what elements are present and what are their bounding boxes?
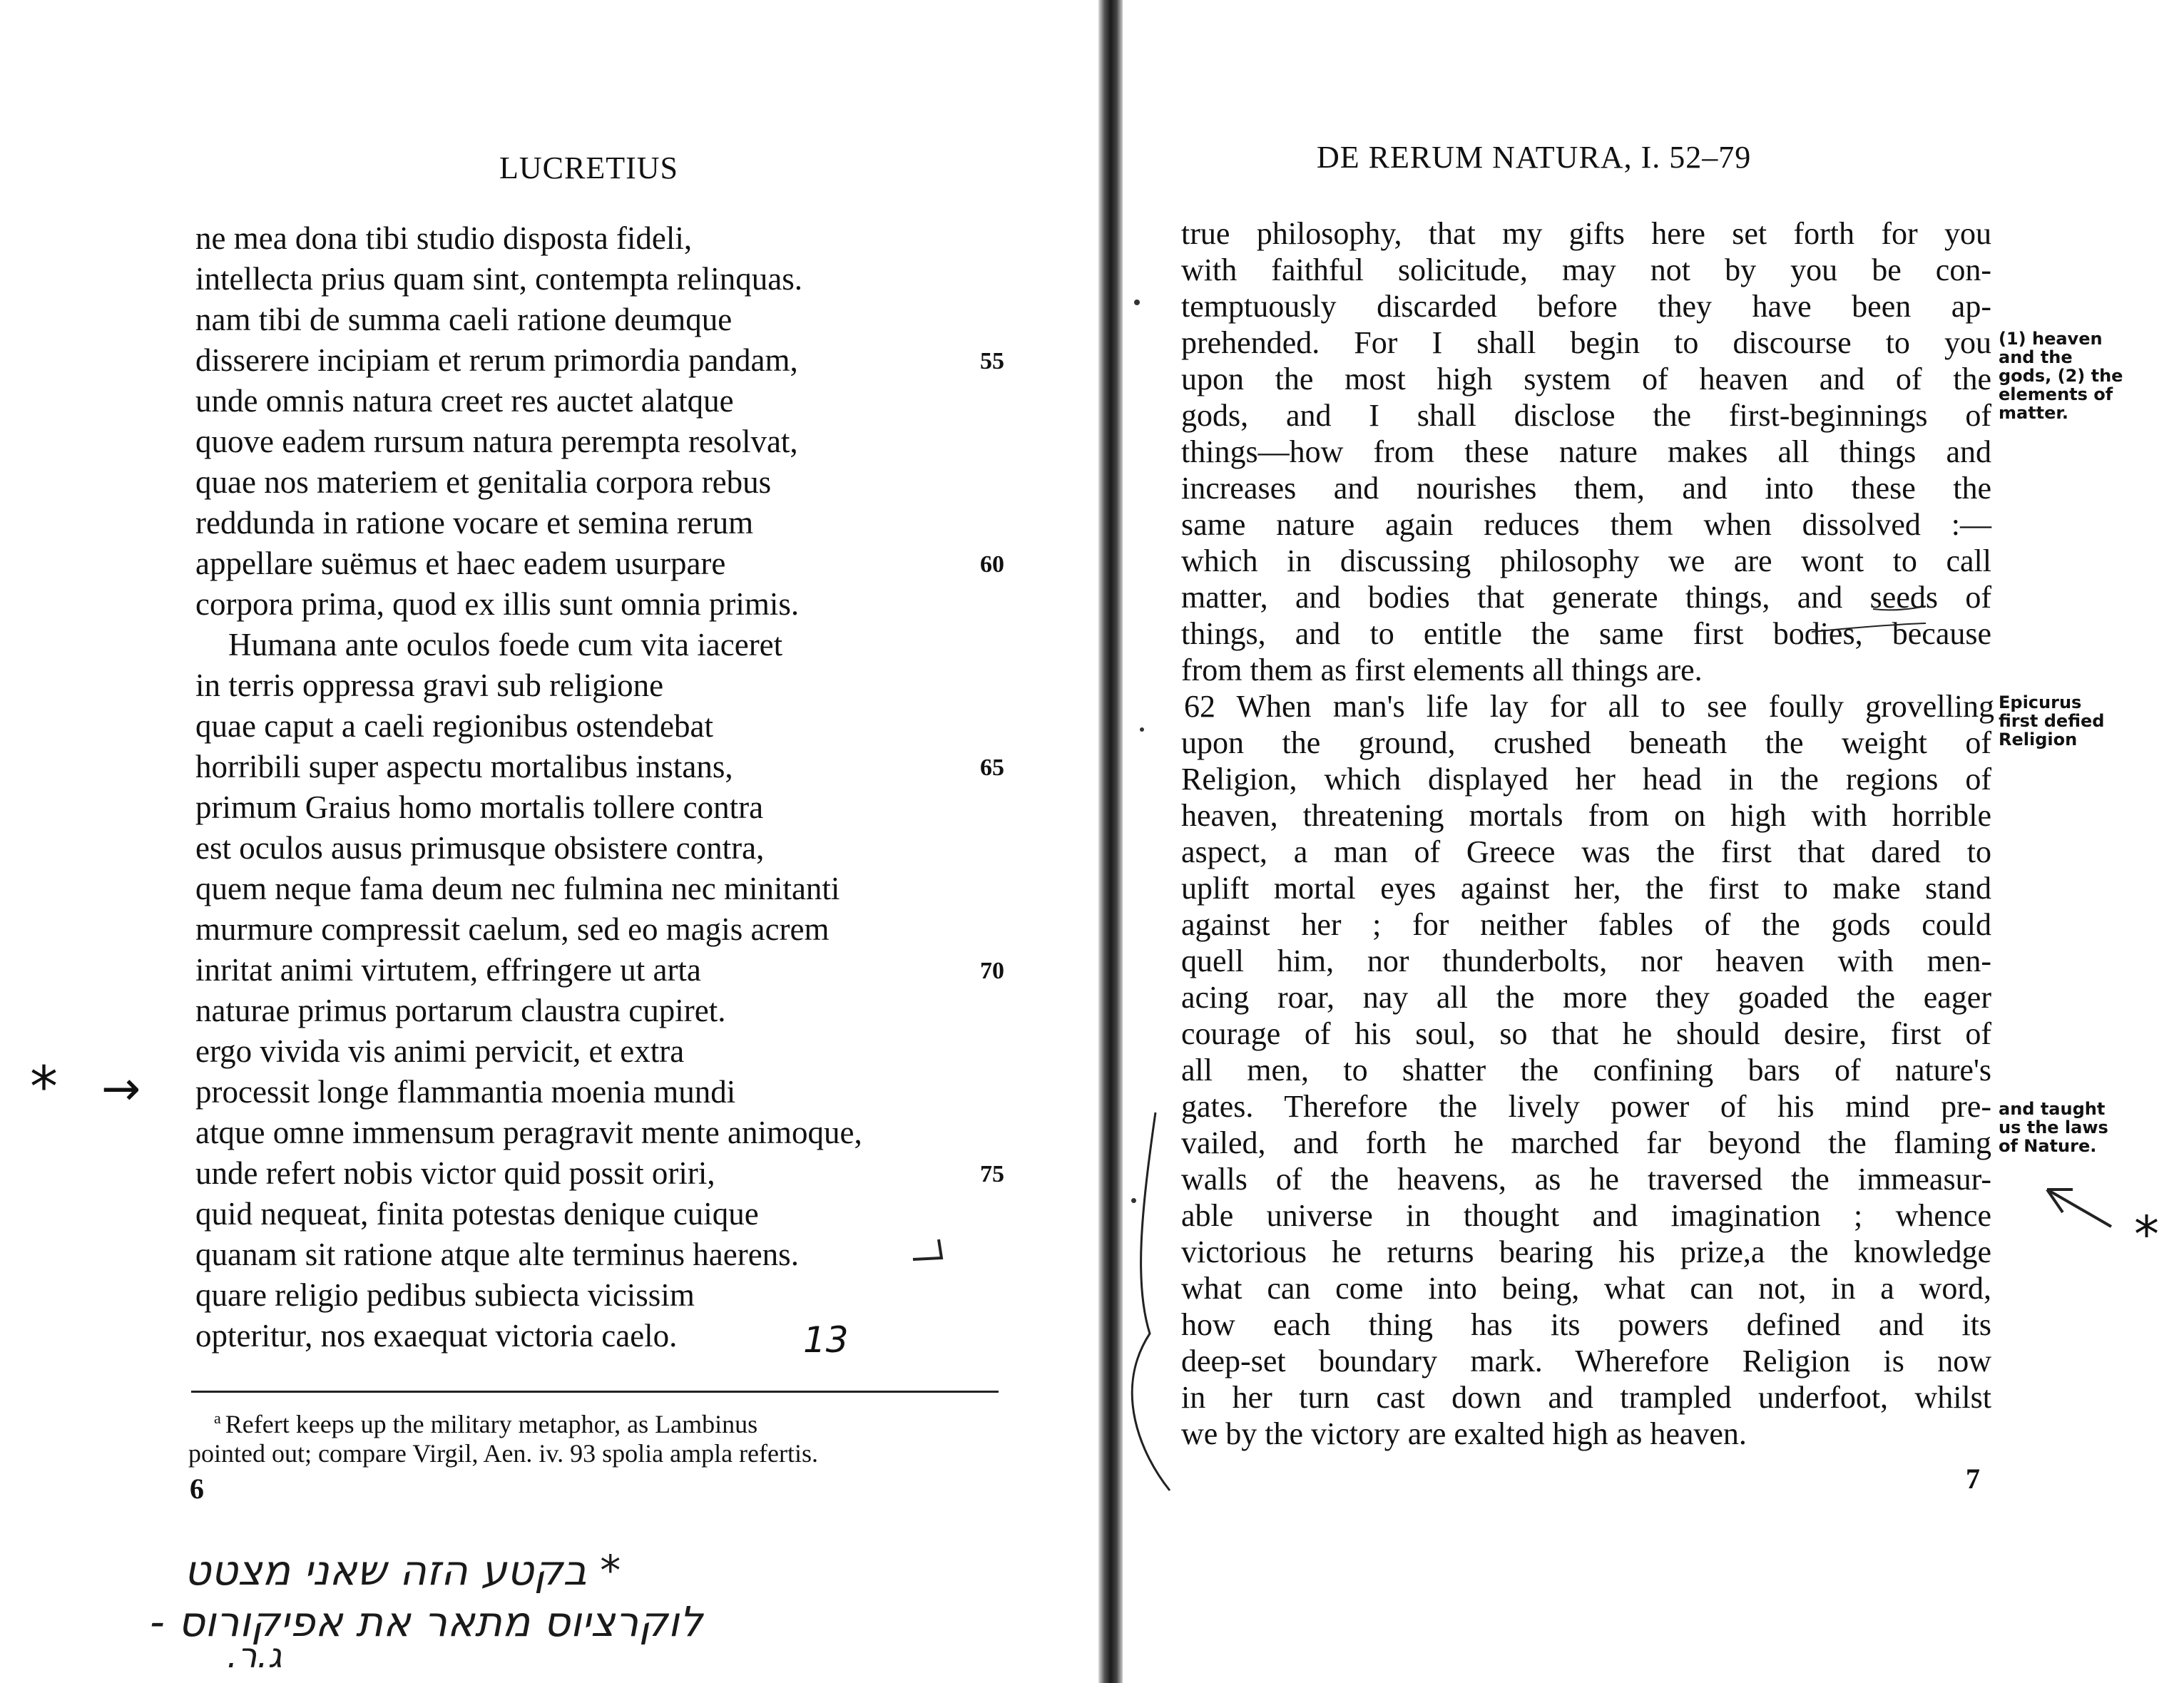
verse-line: horribili super aspectu mortalibus instans, <box>195 749 733 784</box>
prose-line: acing roar, nay all the more they goaded the eager <box>1181 980 1991 1015</box>
prose-line: with faithful solicitude, may not by you be con- <box>1181 252 1991 287</box>
underline-because <box>1812 623 1926 632</box>
sidenote-line: matter. <box>1999 403 2068 423</box>
prose-line: temptuously discarded before they have been ap- <box>1181 289 1991 324</box>
sidenote-line: elements of <box>1999 384 2113 404</box>
prose-line: uplift mortal eyes against her, the first to make stand <box>1181 871 1991 906</box>
sidenote-line: of Nature. <box>1999 1136 2097 1156</box>
line-number: 75 <box>980 1161 1004 1187</box>
handwritten-note-line-2: לוקרציוס מתאר את אפיקורוס - <box>150 1597 703 1646</box>
prose-line: victorious he returns bearing his prize,a the knowledge <box>1181 1234 1991 1269</box>
prose-line: all men, to shatter the confining bars of nature's <box>1181 1053 1991 1088</box>
verse-line: unde refert nobis victor quid possit oriri, <box>195 1155 715 1191</box>
verse-line: nam tibi de summa caeli ratione deumque <box>195 302 733 337</box>
prose-line: from them as first elements all things are. <box>1181 653 1703 687</box>
handwritten-arrow-right <box>2047 1190 2111 1227</box>
prose-line: which in discussing philosophy we are wont to call <box>1181 543 1991 578</box>
prose-line: in her turn cast down and trampled underfoot, whilst <box>1181 1380 1991 1415</box>
underline-mark <box>913 1239 942 1259</box>
prose-line: gods, and I shall disclose the first-beginnings of <box>1181 398 1991 433</box>
sidenote-line: first defied <box>1999 711 2105 731</box>
handwritten-note-line-1: * בקטע הזה שאני מצטט <box>184 1546 621 1595</box>
verse-line: ne mea dona tibi studio disposta fideli, <box>195 220 693 256</box>
line-number: 65 <box>980 754 1004 781</box>
prose-line: gates. Therefore the lively power of his mind pre- <box>1181 1089 1991 1124</box>
verse-line: ergo vivida vis animi pervicit, et extra <box>195 1033 685 1069</box>
prose-line: upon the ground, crushed beneath the weight of <box>1181 725 1991 760</box>
verse-line: appellare suëmus et haec eadem usurpare <box>195 546 726 581</box>
prose-line: deep-set boundary mark. Wherefore Religion is now <box>1181 1344 1991 1378</box>
verse-line: Humana ante oculos foede cum vita iaceret <box>228 627 783 663</box>
verse-line: quanam sit ratione atque alte terminus haerens. <box>195 1237 799 1272</box>
sidenote-line: and the <box>1999 347 2073 367</box>
sidenote-line: Epicurus <box>1999 692 2082 712</box>
prose-line: vailed, and forth he marched far beyond the flaming <box>1181 1125 1991 1160</box>
verse-line: corpora prima, quod ex illis sunt omnia primis. <box>195 586 800 622</box>
prose-line: quell him, nor thunderbolts, nor heaven with men- <box>1181 943 1991 978</box>
verse-line: quid nequeat, finita potestas denique cuique <box>195 1196 759 1232</box>
prose-line: same nature again reduces them when dissolved :— <box>1181 507 1991 542</box>
running-head-left: LUCRETIUS <box>499 150 678 185</box>
margin-arrow-left: → <box>101 1061 141 1116</box>
verse-line: quem neque fama deum nec fulmina nec minitanti <box>195 871 840 906</box>
prose-line: prehended. For I shall begin to discourse to you <box>1181 325 1991 360</box>
prose-line: true philosophy, that my gifts here set forth for you <box>1181 216 1991 251</box>
verse-line: processit longe flammantia moenia mundi <box>195 1074 736 1110</box>
prose-line: walls of the heavens, as he traversed the immeasur- <box>1181 1162 1991 1197</box>
sidenote-line: us the laws <box>1999 1117 2108 1137</box>
handwritten-note-line-3: ג.ר. <box>227 1636 282 1676</box>
prose-line: heaven, threatening mortals from on high with horrible <box>1181 798 1991 833</box>
verse-line: atque omne immensum peragravit mente animoque, <box>195 1115 862 1150</box>
verse-line: naturae primus portarum claustra cupiret. <box>195 993 726 1028</box>
verse-line: murmure compressit caelum, sed eo magis acrem <box>195 911 830 947</box>
prose-line: against her ; for neither fables of the gods could <box>1181 907 1991 942</box>
verse-line: opteritur, nos exaequat victoria caelo. <box>195 1318 678 1354</box>
handwritten-page-note: 13 <box>803 1319 849 1361</box>
prose-line: aspect, a man of Greece was the first that dared to <box>1181 834 1991 869</box>
verse-line: quove eadem rursum natura perempta resolvat, <box>195 424 798 459</box>
verse-line: quae caput a caeli regionibus ostendebat <box>195 708 713 744</box>
margin-star-left: * <box>30 1055 58 1120</box>
verse-line: est oculos ausus primusque obsistere contra, <box>195 830 765 866</box>
verse-line: intellecta prius quam sint, contempta relinquas. <box>195 261 803 297</box>
prose-line: things, and to entitle the same first bodies, because <box>1181 616 1991 651</box>
verse-line: in terris oppressa gravi sub religione <box>195 667 664 703</box>
verse-line: disserere incipiam et rerum primordia pandam, <box>195 342 798 378</box>
verse-line: quare religio pedibus subiecta vicissim <box>195 1277 695 1313</box>
sidenote-line: (1) heaven <box>1999 329 2103 349</box>
prose-line: increases and nourishes them, and into these the <box>1181 471 1991 506</box>
prose-line: Religion, which displayed her head in the regions of <box>1181 762 1991 797</box>
prose-line: courage of his soul, so that he should desire, first of <box>1181 1016 1991 1051</box>
prose-line: we by the victory are exalted high as heaven. <box>1181 1416 1747 1451</box>
line-number: 70 <box>980 958 1004 984</box>
prose-line: able universe in thought and imagination ; whence <box>1181 1198 1991 1233</box>
verse-line: unde omnis natura creet res auctet alatque <box>195 383 734 419</box>
footnote-marker: a <box>214 1409 221 1427</box>
prose-line: things—how from these nature makes all things and <box>1181 434 1991 469</box>
sidenote-line: and taught <box>1999 1099 2106 1119</box>
running-head-right: DE RERUM NATURA, I. 52–79 <box>1317 140 1752 175</box>
footnote-text: Refert keeps up the military metaphor, as Lambinus <box>225 1410 758 1438</box>
prose-line: 62 When man's life lay for all to see foully grovelling <box>1184 689 1994 724</box>
page-number-left: 6 <box>190 1473 204 1505</box>
verse-line: inritat animi virtutem, effringere ut arta <box>195 952 701 988</box>
sidenote-line: Religion <box>1999 730 2078 750</box>
margin-star-right: * <box>2134 1205 2159 1264</box>
verse-line: reddunda in ratione vocare et semina rerum <box>195 505 754 541</box>
margin-bracket-stroke <box>1132 1112 1170 1490</box>
verse-line: quae nos materiem et genitalia corpora rebus <box>195 464 772 500</box>
underline-seeds <box>1873 606 1926 610</box>
footnote-line-2: pointed out; compare Virgil, Aen. iv. 93 spolia ampla refertis. <box>188 1439 818 1468</box>
prose-line: upon the most high system of heaven and of the <box>1181 362 1991 397</box>
line-number: 60 <box>980 551 1004 578</box>
prose-line: how each thing has its powers defined and its <box>1181 1307 1991 1342</box>
prose-line: what can come into being, what can not, in a word, <box>1181 1271 1991 1306</box>
verse-line: primum Graius homo mortalis tollere contra <box>195 789 764 825</box>
sidenote-line: gods, (2) the <box>1999 366 2123 386</box>
line-number: 55 <box>980 348 1004 374</box>
prose-line: matter, and bodies that generate things, and seeds of <box>1181 580 1991 615</box>
page-number-right: 7 <box>1966 1463 1980 1495</box>
